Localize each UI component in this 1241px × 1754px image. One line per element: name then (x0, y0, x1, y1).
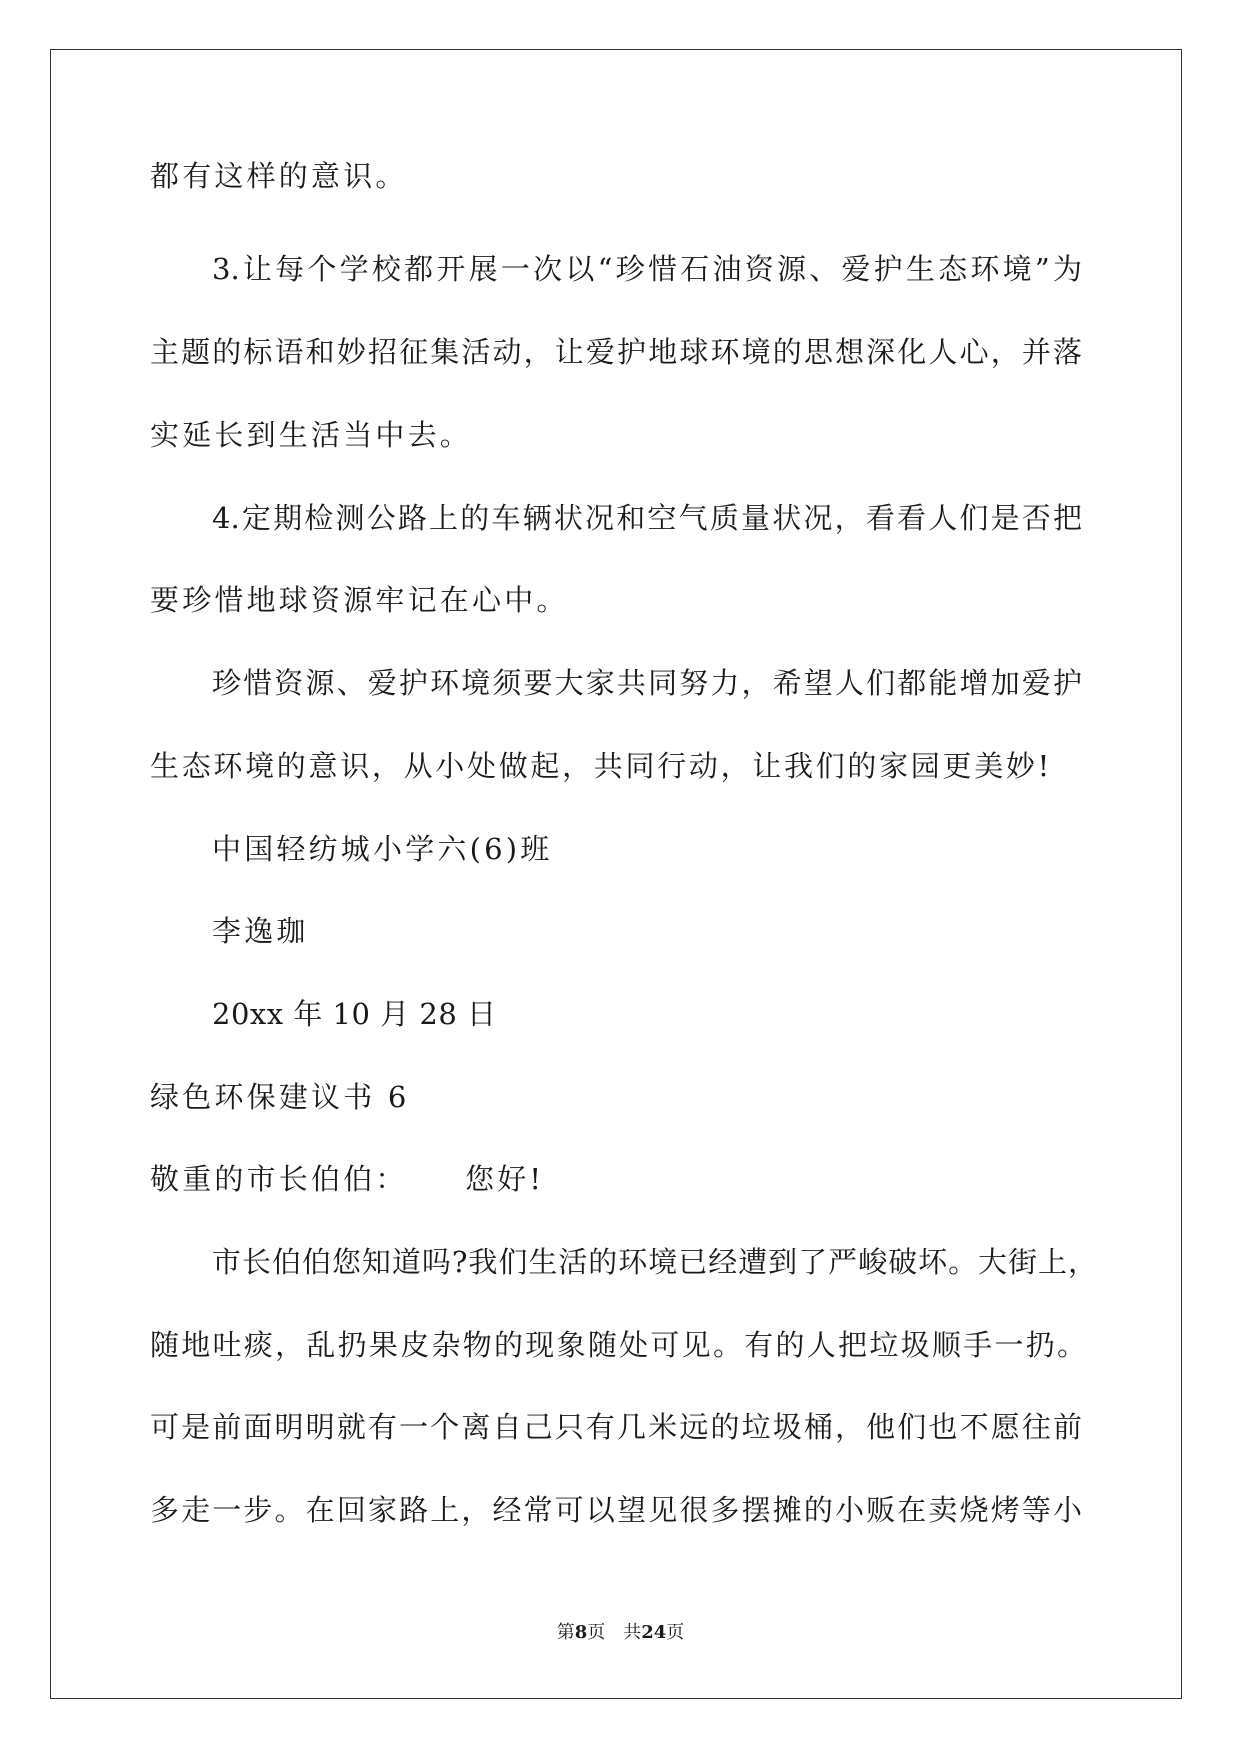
text-line: 实延长到生活当中去。 (150, 418, 473, 452)
page-number-footer (0, 1622, 1241, 1644)
text-line: 要珍惜地球资源牢记在心中。 (150, 583, 569, 617)
text-line: 多走一步。在回家路上，经常可以望见很多摆摊的小贩在卖烧烤等小 (150, 1493, 1082, 1527)
signature-date: 20xx 年 10 月 28 日 (212, 997, 497, 1031)
text-line: 随地吐痰，乱扔果皮杂物的现象随处可见。有的人把垃圾顺手一扔。 (150, 1328, 1086, 1362)
text-line: 4.定期检测公路上的车辆状况和空气质量状况，看看人们是否把 (212, 501, 1082, 535)
text-line: 珍惜资源、爱护环境须要大家共同努力，希望人们都能增加爱护 (212, 666, 1082, 700)
footer-page-current: 8 (574, 1622, 588, 1643)
footer-page-mid: 页 (587, 1622, 606, 1643)
footer-page-total: 24 (641, 1622, 667, 1643)
text-line: 可是前面明明就有一个离自己只有几米远的垃圾桶，他们也不愿往前 (150, 1410, 1082, 1444)
signature-name: 李逸珈 (212, 914, 309, 948)
signature-class: 中国轻纺城小学六(6)班 (212, 832, 553, 866)
footer-page-suffix: 页 (666, 1622, 685, 1643)
text-line: 生态环境的意识，从小处做起，共同行动，让我们的家园更美妙! (150, 749, 1052, 783)
text-line: 3.让每个学校都开展一次以“珍惜石油资源、爱护生态环境”为 (212, 252, 1082, 286)
greeting: 您好! (465, 1162, 545, 1196)
text-line: 市长伯伯您知道吗?我们生活的环境已经遭到了严峻破坏。大街上， (212, 1245, 1097, 1279)
section-title: 绿色环保建议书 6 (150, 1080, 410, 1114)
footer-page-prefix: 第 (556, 1622, 575, 1643)
text-line: 主题的标语和妙招征集活动，让爱护地球环境的思想深化人心，并落 (150, 335, 1082, 369)
text-line: 都有这样的意识。 (150, 159, 408, 193)
footer-total-prefix: 共 (623, 1622, 642, 1643)
salutation: 敬重的市长伯伯： (150, 1162, 408, 1196)
page-border (50, 49, 1182, 1699)
